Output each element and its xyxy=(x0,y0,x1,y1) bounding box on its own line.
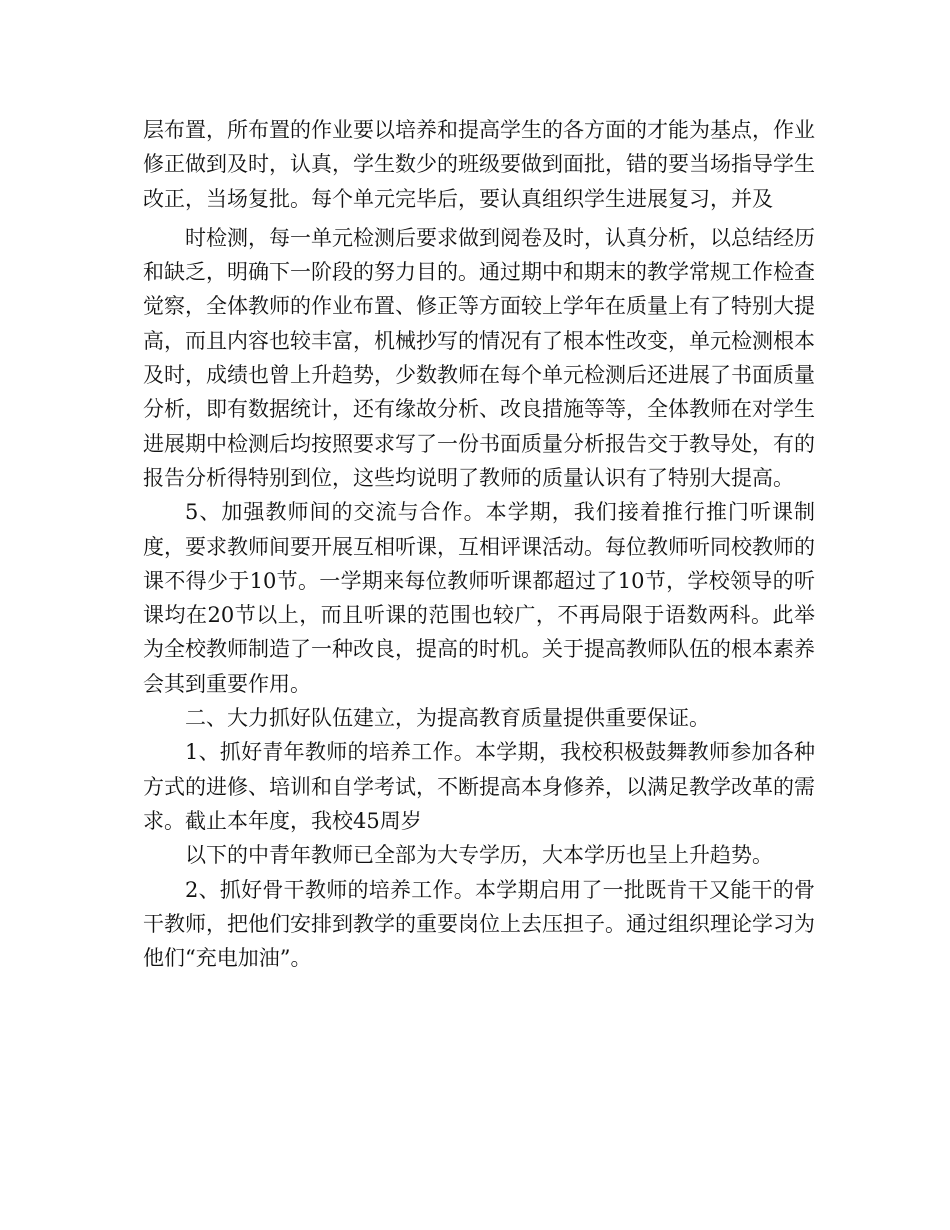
paragraph-key-teachers: 2、抓好骨干教师的培养工作。本学期启用了一批既肯干又能干的骨干教师，把他们安排到教学的重要岗位上去压担子。通过组织理论学习为他们“充电加油”。 xyxy=(143,877,815,971)
paragraph-homework-review: 层布置，所布置的作业要以培养和提高学生的各方面的才能为基点，作业修正做到及时，认真，学生数少的班级要做到面批，错的要当场指导学生改正，当场复批。每个单元完毕后，要认真组织学生进展复习，并及 xyxy=(143,118,815,211)
document-body xyxy=(143,113,815,975)
paragraph-young-teachers: 1、抓好青年教师的培养工作。本学期，我校积极鼓舞教师参加各种方式的进修、培训和自学考试，不断提高本身修养，以满足教学改革的需求。截止本年度，我校45周岁 xyxy=(143,740,815,833)
paragraph-education-level: 以下的中青年教师已全部为大专学历，大本学历也呈上升趋势。 xyxy=(185,843,773,868)
paragraph-teacher-exchange: 5、加强教师间的交流与合作。本学期，我们接着推行推门听课制度，要求教师间要开展互相听课，互相评课活动。每位教师听同校教师的课不得少于10节。一学期来每位教师听课都超过了10节，学校领导的听课均在20节以上，而且听课的范围也较广，不再局限于语数两科。此举为全校教师制造了一种改良，提高的时机。关于提高教师队伍的根本素养会其到重要作用。 xyxy=(143,500,815,696)
paragraph-timely-testing: 时检测，每一单元检测后要求做到阅卷及时，认真分析，以总结经历和缺乏，明确下一阶段的努力目的。通过期中和期末的教学常规工作检查觉察，全体教师的作业布置、修正等方面较上学年在质量上有了特别大提高，而且内容也较丰富，机械抄写的情况有了根本性改变，单元检测根本及时，成绩也曾上升趋势，少数教师在每个单元检测后还进展了书面质量分析，即有数据统计，还有缘故分析、改良措施等等，全体教师在对学生进展期中检测后均按照要求写了一份书面质量分析报告交于教导处，有的报告分析得特别到位，这些均说明了教师的质量认识有了特别大提高。 xyxy=(143,225,815,490)
section-heading-team-building: 二、大力抓好队伍建立，为提高教育质量提供重要保证。 xyxy=(185,706,710,731)
